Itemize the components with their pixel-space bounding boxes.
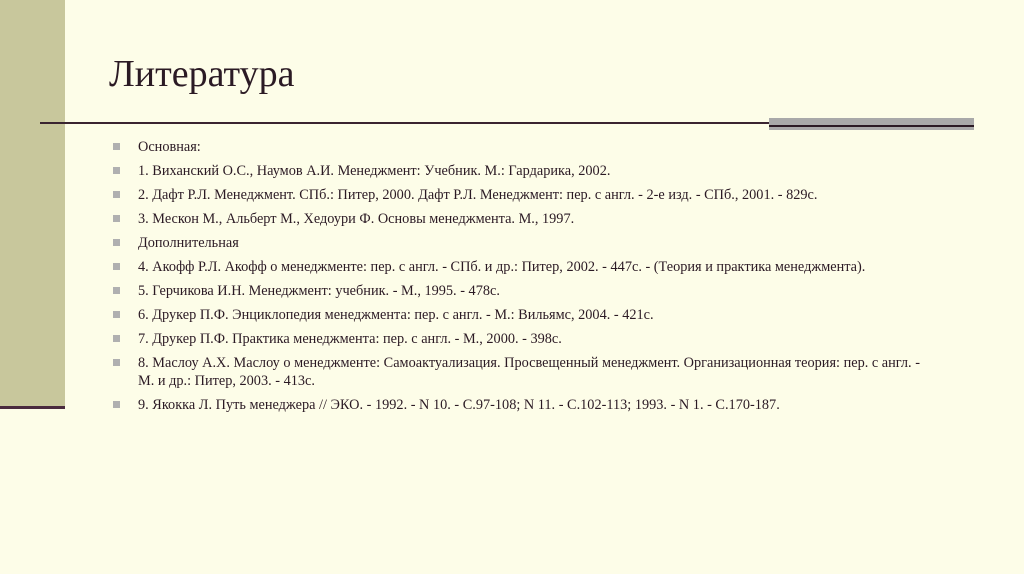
list-item-text: 5. Герчикова И.Н. Менеджмент: учебник. - М., 1995. - 478с. bbox=[138, 283, 500, 299]
bullet-icon bbox=[113, 191, 120, 198]
bullet-icon bbox=[113, 215, 120, 222]
list-item-text: 6. Друкер П.Ф. Энциклопедия менеджмента: пер. с англ. - М.: Вильямс, 2004. - 421с. bbox=[138, 307, 654, 323]
bullet-icon bbox=[113, 239, 120, 246]
list-item-text: 2. Дафт Р.Л. Менеджмент. СПб.: Питер, 2000. Дафт Р.Л. Менеджмент: пер. с англ. - 2-е изд. - СПб., 2001. - 829с. bbox=[138, 187, 818, 203]
bullet-icon bbox=[113, 335, 120, 342]
bullet-icon bbox=[113, 311, 120, 318]
bullet-icon bbox=[113, 287, 120, 294]
list-item bbox=[113, 234, 933, 252]
title-divider-accent bbox=[769, 118, 974, 130]
bullet-icon bbox=[113, 167, 120, 174]
list-item bbox=[113, 210, 933, 228]
list-item-text: 8. Маслоу А.Х. Маслоу о менеджменте: Самоактуализация. Просвещенный менеджмент. Организационная теория: пер. с англ. - М. и др.: Питер, 2003. - 413с. bbox=[138, 355, 920, 389]
list-item bbox=[113, 396, 933, 414]
list-item bbox=[113, 186, 933, 204]
bullet-icon bbox=[113, 263, 120, 270]
list-item-text: 9. Якокка Л. Путь менеджера // ЭКО. - 1992. - N 10. - С.97-108; N 11. - С.102-113; 1993. - N 1. - С.170-187. bbox=[138, 397, 780, 413]
list-item bbox=[113, 330, 933, 348]
list-item-text: Дополнительная bbox=[138, 235, 239, 251]
side-decor-bar bbox=[0, 0, 65, 408]
bullet-icon bbox=[113, 359, 120, 366]
list-item bbox=[113, 354, 933, 390]
reference-list bbox=[113, 138, 933, 420]
list-item-text: Основная: bbox=[138, 139, 201, 155]
bullet-icon bbox=[113, 143, 120, 150]
list-item bbox=[113, 258, 933, 276]
list-item-text: 1. Виханский О.С., Наумов А.И. Менеджмент: Учебник. М.: Гардарика, 2002. bbox=[138, 163, 611, 179]
side-decor-line bbox=[0, 406, 65, 409]
title-divider-accent-line bbox=[769, 125, 974, 127]
list-item bbox=[113, 306, 933, 324]
list-item-text: 4. Акофф Р.Л. Акофф о менеджменте: пер. с англ. - СПб. и др.: Питер, 2002. - 447с. - (Теория и практика менеджмента). bbox=[138, 259, 866, 275]
list-item bbox=[113, 282, 933, 300]
list-item-text: 3. Мескон М., Альберт М., Хедоури Ф. Основы менеджмента. М., 1997. bbox=[138, 211, 575, 227]
list-item bbox=[113, 162, 933, 180]
list-item bbox=[113, 138, 933, 156]
list-item-text: 7. Друкер П.Ф. Практика менеджмента: пер. с англ. - М., 2000. - 398с. bbox=[138, 331, 562, 347]
slide-title: Литература bbox=[109, 53, 295, 95]
bullet-icon bbox=[113, 401, 120, 408]
